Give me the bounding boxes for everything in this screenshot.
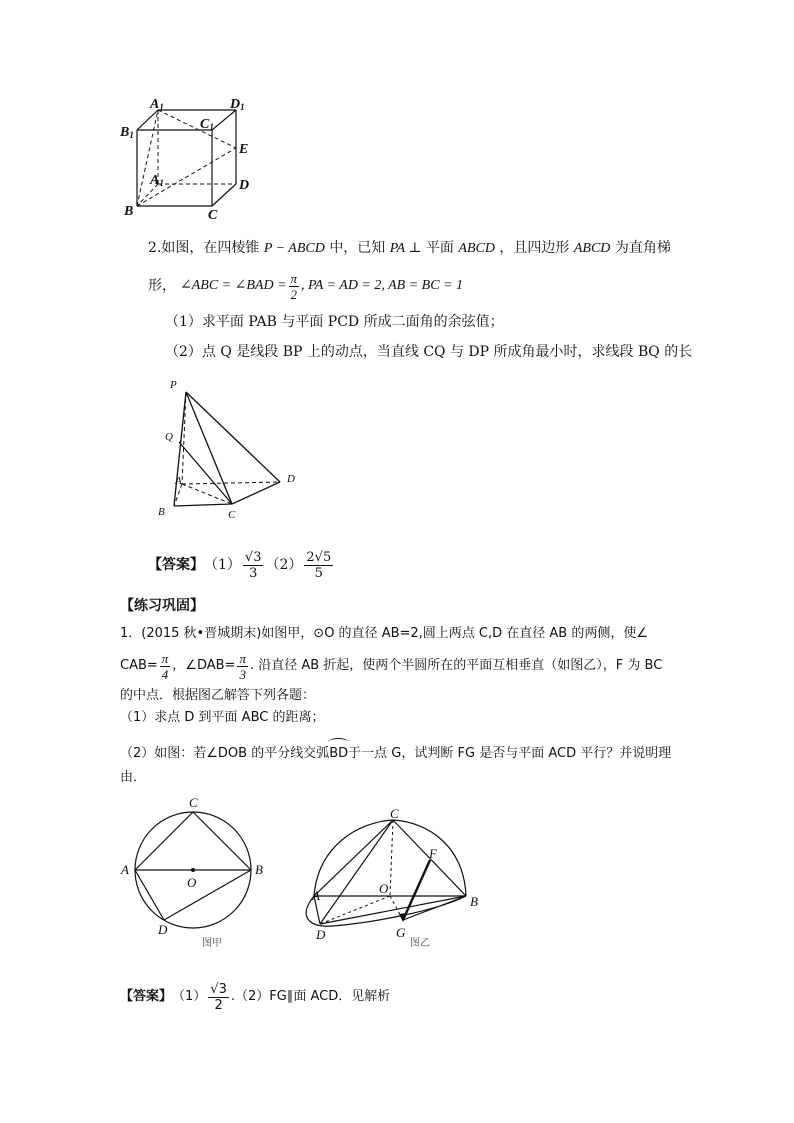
- figure-jia: [118, 794, 268, 954]
- practice-answer: 【答案】 （1） $\frac{√3}{2}$ .（2）FG∥面 ACD．见解析: [120, 981, 391, 1013]
- problem2-answer: 【答案】 （1） $\frac{√3}{3}$ （2） $\frac{2√5}{5}$: [148, 549, 332, 581]
- arc-bd: BD: [329, 746, 349, 761]
- problem2-line1: 2.如图，在四棱锥 P − ABCD 中，已知 PA ⊥ 平面 ABCD ，且四边形 ABCD 为直角梯: [148, 240, 671, 256]
- label-d: D: [287, 473, 295, 485]
- practice-heading: 【练习巩固】: [120, 598, 204, 614]
- label-b: B: [158, 506, 165, 518]
- figure-yi: [298, 806, 498, 956]
- label-e: E: [239, 142, 249, 157]
- problem2-line2: 形， ∠ABC = ∠BAD = $\frac{\pi}{2}$ , PA = AD = 2, AB = BC = 1: [148, 270, 464, 302]
- practice-line2: CAB= $\frac{\pi}{4}$ ，∠DAB= $\frac{\pi}{3}$ . 沿直径 AB 折起，使两个半圆所在的平面互相垂直（如图乙），F 为 BC: [120, 650, 663, 682]
- label-a: A: [175, 475, 182, 487]
- practice-question2: （2）如图：若∠DOB 的平分线交弧 BD于一点 G，试判断 FG 是否与平面 ACD 平行？并说明理: [120, 742, 671, 764]
- label-q: Q: [165, 431, 173, 443]
- label-a1: A: [150, 97, 160, 112]
- label-c: C: [228, 509, 236, 521]
- label-b: B: [255, 862, 263, 877]
- practice-question1: （1）求点 D 到平面 ABC 的距离；: [120, 710, 325, 725]
- label-d: D: [239, 178, 250, 193]
- problem2-question2: （2）点 Q 是线段 BP 上的动点，当直线 CQ 与 DP 所成角最小时，求线段 BQ 的长: [165, 344, 693, 360]
- cube-figure: [112, 92, 262, 222]
- label-a: A: [121, 862, 129, 877]
- label-a: A: [150, 173, 160, 188]
- caption-jia: 图甲: [202, 938, 222, 949]
- label-o: O: [379, 881, 389, 896]
- pyramid-figure: [150, 372, 320, 522]
- label-a: A: [312, 888, 320, 903]
- label-o: O: [187, 875, 197, 890]
- practice-line1: 1．(2015 秋•晋城期末)如图甲，⊙O 的直径 AB=2,圆上两点 C,D 在直径 AB 的两侧，使∠: [120, 626, 649, 641]
- svg-text:C1: C1: [200, 117, 214, 132]
- problem2-question1: （1）求平面 PAB 与平面 PCD 所成二面角的余弦值；: [165, 314, 504, 330]
- label-c: C: [189, 795, 198, 810]
- practice-question2-cont: 由．: [120, 770, 147, 785]
- caption-yi: 图乙: [410, 938, 430, 949]
- svg-text:A1: A1: [150, 97, 164, 112]
- label-p: P: [170, 379, 177, 391]
- svg-text:A1: A1: [150, 173, 164, 188]
- label-c: C: [390, 806, 399, 821]
- svg-text:D1: D1: [230, 97, 245, 112]
- label-d: D: [316, 927, 326, 942]
- label-c: C: [208, 208, 218, 222]
- practice-line3: 的中点．根据图乙解答下列各题：: [120, 688, 316, 703]
- label-b: B: [470, 894, 478, 909]
- label-b: B: [124, 204, 134, 219]
- label-f: F: [429, 846, 437, 861]
- label-c1: C: [200, 117, 210, 132]
- label-g: G: [396, 925, 406, 940]
- svg-text:B1: B1: [120, 125, 134, 140]
- label-d1: D: [230, 97, 241, 112]
- label-b1: B: [120, 125, 130, 140]
- label-d: D: [158, 922, 168, 937]
